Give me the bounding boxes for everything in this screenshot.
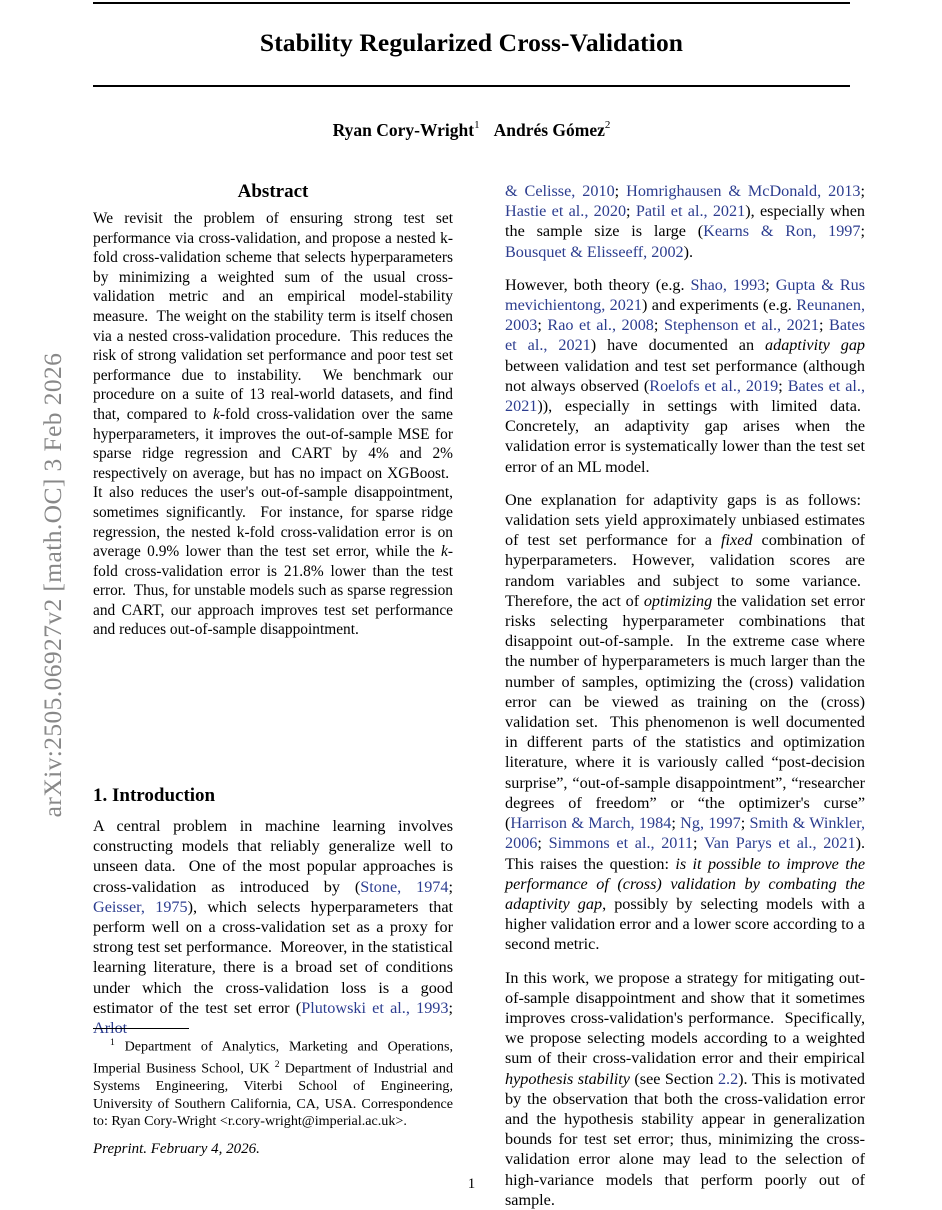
citation-link[interactable]: Roelofs et al., 2019 [649, 376, 779, 395]
citation-link[interactable]: Stone, 1974 [360, 877, 449, 896]
citation-link[interactable]: Gupta & Rus​mevichientong, 2021 [505, 275, 866, 315]
author-affiliation-marker-2: 2 [604, 119, 611, 132]
right-column [505, 181, 865, 1210]
author-name-2: Andrés Gómez [493, 120, 605, 140]
citation-link[interactable]: Smith & Win​kler, 2006 [505, 814, 865, 853]
paper-page [93, 0, 866, 1209]
citation-link[interactable]: Ng, 1997 [680, 814, 741, 833]
header-rule-bottom [93, 85, 850, 87]
introduction-paragraph-2: However, both theory (e.g. Shao, 1993; Gupta & Rus​mevichientong, 2021) and experiments (e.g. Reunanen, 2003; Rao et al., 2008; Stephenson et al., 2021; Bates et al., 2021) have documented an adaptivity gap between valida​tion and test set performance (although not always observed (Roelofs et al., 2019; Bates et al., 2021)), especially in set​tings with limited data. Concretely, an adaptivity gap arises when the validation error is systematically lower than the test set error of an ML model. [505, 275, 866, 476]
preprint-notice: Preprint. February 4, 2026. [93, 1141, 260, 1157]
citation-link[interactable]: Van Parys et al., 2021 [703, 834, 856, 853]
citation-link[interactable]: Arlot [93, 1019, 128, 1038]
citation-link[interactable]: Kearns & Ron, 1997 [703, 222, 861, 241]
citation-link[interactable]: Bates et al., 2021 [505, 376, 865, 416]
citation-link[interactable]: Stephenson et al., 2021 [663, 316, 819, 335]
citation-link[interactable]: Geisser, 1975 [93, 897, 188, 916]
introduction-paragraph-3: One explanation for adaptivity gaps is as follows: valida​tion sets yield approximately unbiased estimates of test set performance for a fixed combination of hyperparameters. However, validation scores are random variables and subject to some variance. Therefore, the act of optimizing the vali​dation set error risks selecting hyperparameter combinations that disappoint out-of-sample. In the extreme case where the number of hyperparameters is much larger than the num​ber of samples, optimizing the (cross) validation error can be viewed as training on the (cross) validation set. This phenomenon is well documented in different parts of the statistics and optimization literature, where it is variously called “post-decision surprise”, “out-of-sample disappoint​ment”, “researcher degrees of freedom” or “the optimizer's curse” (Harrison & March, 1984; Ng, 1997; Smith & Win​kler, 2006; Simmons et al., 2011; Van Parys et al., 2021). This raises the question: is it possible to improve the per​formance of (cross) validation by combating the adaptivity gap, possibly by selecting models with a higher validation error and a lower score according to a second metric. [505, 490, 866, 954]
citation-link[interactable]: Patil et al., 2021 [635, 202, 746, 221]
author-name-1: Ryan Cory-Wright [332, 120, 475, 140]
abstract-body: We revisit the problem of ensuring strong test set performance via cross-validation, and propose a nested k-fold cross-validation scheme that se​lects hyperparameters by minimizing a weighted sum of the usual cross-validation metric and an empirical model-stability measure. The weight on the stability term is itself chosen via a nested cross-validation procedure. This reduces the risk of strong validation set performance and poor test set performance due to instability. We benchmark our procedure on a suite of 13 real-world datasets, and find that, compared to k-fold cross-validation over the same hyperparameters, it improves the out-of-sample MSE for sparse ridge regression and CART by 4% and 2% respectively on average, but has no impact on XGBoost. It also reduces the user's out-of-sample disappointment, some​times significantly. For instance, for sparse ridge regression, the nested k-fold cross-validation er​ror is on average 0.9% lower than the test set error, while the k-fold cross-validation error is 21.8% lower than the test error. Thus, for unsta​ble models such as sparse regression and CART, our approach improves test set performance and reduces out-of-sample disappointment. [93, 210, 453, 639]
left-column [93, 181, 453, 640]
footnote-separator-rule [93, 1028, 189, 1029]
abstract-heading: Abstract [237, 181, 309, 202]
introduction-paragraph-1-continued: & Celisse, 2010; Homrighausen & McDonald, 2013; Hastie et al., 2020; Patil et al., 2021), especially when the sample size is large (Kearns & Ron, 1997; Bousquet & Elisseeff, 2002). [505, 182, 866, 261]
introduction-section [93, 785, 453, 1038]
footnote-affiliation-1: Department of Analytics, Marketing and Operations, Imperial Business School, UK [93, 1038, 453, 1077]
section-heading-introduction: 1. Introduction [93, 785, 216, 806]
header-rule-top [93, 2, 850, 4]
section-cross-reference-link[interactable]: 2.2 [717, 1069, 739, 1088]
citation-link[interactable]: Bousquet & Elisseeff, 2002 [505, 242, 684, 261]
page-number: 1 [467, 1176, 476, 1192]
citation-link[interactable]: Harrison & March, 1984 [510, 814, 672, 833]
citation-link[interactable]: Shao, 1993 [690, 275, 766, 294]
citation-link[interactable]: & Celisse, 2010 [505, 182, 615, 200]
footnote-marker-1: 1 [110, 1037, 115, 1048]
citation-link[interactable]: Rao et al., 2008 [547, 316, 654, 335]
footnote-affiliation-2: Department of Industrial and Systems Engineering, Viterbi School of Engineering, University of Southern California, CA, USA. Correspondence to: Ryan Cory-Wright <r.cory-wright@imperial.ac.uk>. [93, 1060, 454, 1129]
arxiv-identifier-stamp: arXiv:2505.06927v2 [math.OC] 3 Feb 2026 [38, 352, 67, 818]
introduction-paragraph-1: A central problem in machine learning involves constructing models that reliably generalize well to unseen data. One of the most popular approaches is cross-validation as in​troduced by (Stone, 1974; Geisser, 1975), which selects hyperparameters that perform well on a cross-validation set as a proxy for strong test set performance. Moreover, in the statistical learning literature, there is a broad set of conditions under which the cross-validation loss is a good estimator of the test set error (Plutowski et al., 1993; Arlot [93, 817, 453, 1038]
citation-link[interactable]: Bates et al., 2021 [505, 316, 865, 355]
footnote-affiliations [93, 1034, 453, 1130]
footnote-block [93, 1028, 453, 1130]
introduction-paragraph-4: In this work, we propose a strategy for mitigating out-of-sample disappointment and show that it sometimes improves cross-validation's performance. Specifically, we propose selecting models according to a weighted sum of their cross-validation error and their empirical hypothesis stability (see Section 2.2). This is motivated by the observation that both the cross-validation error and the hypothesis stability appear in generalization bounds for test set error; thus, minimizing the cross-validation error alone may lead to the selection of high-variance models that perform poorly out of sample. [505, 968, 865, 1209]
citation-link[interactable]: Hastie et al., 2020 [505, 202, 627, 221]
citation-link[interactable]: Simmons et al., 2011 [548, 834, 693, 853]
author-list [93, 120, 850, 141]
author-affiliation-marker-1: 1 [474, 119, 480, 132]
citation-link[interactable]: Homrighausen & McDonald, 2013 [626, 182, 861, 200]
page-title: Stability Regularized Cross-Validation [259, 28, 684, 57]
footnote-marker-2: 2 [274, 1059, 280, 1071]
citation-link[interactable]: Reunanen, 2003 [505, 296, 865, 335]
citation-link[interactable]: Plutowski et al., 1993 [301, 998, 449, 1017]
